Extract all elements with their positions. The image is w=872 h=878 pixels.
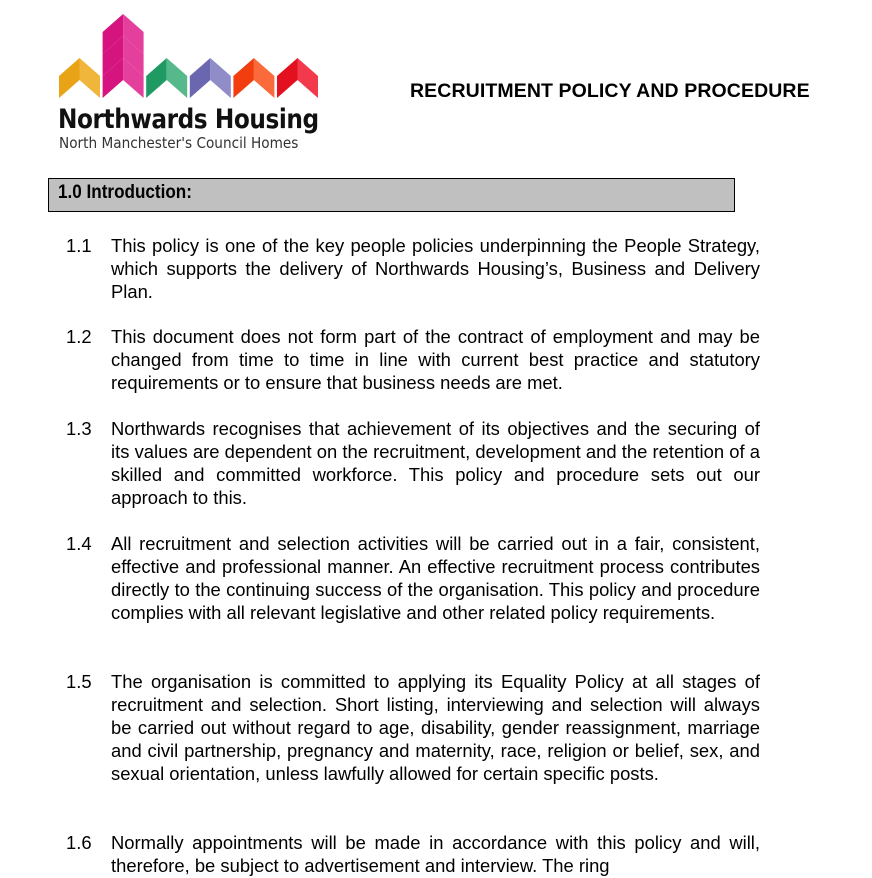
paragraph-1-2 bbox=[66, 325, 760, 394]
paragraph-number: 1.1 bbox=[66, 235, 92, 256]
logo-wordmark: Northwards Housing bbox=[58, 104, 319, 135]
paragraph-1-6 bbox=[66, 831, 760, 877]
paragraph-number: 1.3 bbox=[66, 418, 92, 439]
document-title: RECRUITMENT POLICY AND PROCEDURE bbox=[410, 80, 810, 102]
paragraph-number: 1.2 bbox=[66, 326, 92, 347]
paragraph-number: 1.5 bbox=[66, 671, 92, 692]
paragraph-1-3 bbox=[66, 417, 760, 509]
paragraph-text: The organisation is committed to applying its Equality Policy at all stages of recruitment and selection. Short listing, interviewing and selection will always be carried out without regard to age, disability, gender reassignment, marriage and civil partnership, pregnancy and maternity, race, religion or belief, sex, and sexual orientation, unless lawfully allowed for certain specific posts. bbox=[111, 671, 760, 784]
paragraph-1-1 bbox=[66, 234, 760, 303]
paragraph-1-4 bbox=[66, 532, 760, 624]
paragraph-text: Northwards recognises that achievement of its objectives and the securing of its values are dependent on the recruitment, development and the retention of a skilled and committed workforce. This policy and procedure sets out our approach to this. bbox=[111, 418, 760, 508]
chevron-mark bbox=[190, 58, 231, 98]
chevron-mark bbox=[277, 58, 318, 98]
chevron-logo-icon bbox=[56, 8, 318, 102]
paragraph-text: Normally appointments will be made in accordance with this policy and will, therefore, be subject to advertisement and interview. The ring bbox=[111, 832, 760, 876]
paragraph-text: All recruitment and selection activities will be carried out in a fair, consistent, effective and professional manner. An effective recruitment process contributes directly to the continuing success of the organisation. This policy and procedure complies with all relevant legislative and other related policy requirements. bbox=[111, 533, 760, 623]
section-heading-box bbox=[48, 178, 735, 212]
paragraph-1-5 bbox=[66, 670, 760, 785]
paragraph-number: 1.4 bbox=[66, 533, 92, 554]
chevron-mark bbox=[233, 58, 274, 98]
paragraph-text: This document does not form part of the contract of employment and may be changed from time to time in line with current best practice and statutory requirements or to ensure that business needs are met. bbox=[111, 326, 760, 393]
chevron-mark bbox=[146, 58, 187, 98]
northwards-housing-logo bbox=[56, 8, 318, 158]
logo-tagline: North Manchester's Council Homes bbox=[59, 134, 299, 152]
paragraph-text: This policy is one of the key people policies underpinning the People Strategy, which supports the delivery of Northwards Housing’s, Business and Delivery Plan. bbox=[111, 235, 760, 302]
paragraph-number: 1.6 bbox=[66, 832, 92, 853]
chevron-mark bbox=[59, 58, 100, 98]
section-heading: 1.0 Introduction: bbox=[58, 182, 192, 203]
